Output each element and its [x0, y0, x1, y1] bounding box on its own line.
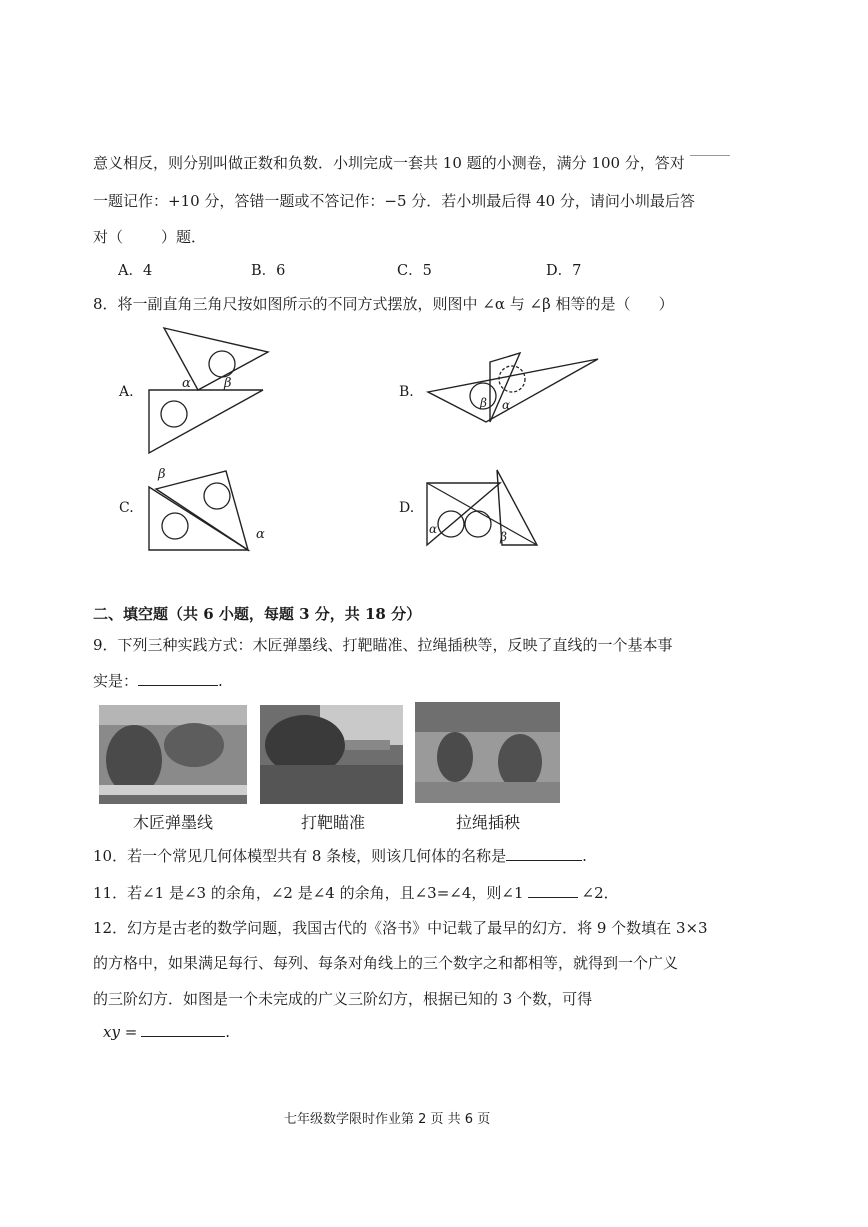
q7-option-a: A．4	[118, 263, 153, 279]
q11	[93, 882, 619, 903]
q8-stem	[93, 293, 674, 314]
figure-b-beta: β	[480, 396, 487, 410]
q7-line-3	[93, 226, 206, 247]
q12-line-2: 的方格中，如果满足每行、每列、每条对角线上的三个数字之和都相等，就得到一个广义	[93, 954, 679, 972]
q12-line-4-end: .	[225, 1023, 231, 1041]
q9-line-1: 9．下列三种实践方式：木匠弹墨线、打靶瞄准、拉绳插秧等，反映了直线的一个基本事	[93, 636, 673, 654]
q7-option-d: D．7	[546, 263, 582, 279]
q11-text: 11．若∠1 是∠3 的余角，∠2 是∠4 的余角，且∠3=∠4，则∠1	[93, 884, 524, 902]
q10	[93, 845, 587, 866]
figure-b-alpha: α	[502, 398, 511, 412]
photo-carpenter	[99, 705, 247, 804]
q7-line-3-end: ）题．	[161, 228, 207, 246]
q11-answer-blank	[528, 883, 578, 898]
q12-line-1: 12．幻方是古老的数学问题，我国古代的《洛书》中记载了最早的幻方．将 9 个数填在 3×3	[93, 919, 708, 937]
q8-stem-text: 8．将一副直角三角尺按如图所示的不同方式摆放，则图中 ∠α 与 ∠β 相等的是（	[93, 295, 631, 313]
q9-answer-blank	[138, 671, 218, 686]
section-2-title: 二、填空题（共 6 小题，每题 3 分，共 18 分）	[93, 605, 422, 623]
q10-end: .	[582, 847, 587, 865]
q7-line-3-start: 对（	[93, 228, 124, 246]
scan-mark	[690, 155, 730, 156]
figure-a-beta: β	[224, 376, 232, 391]
page-footer: 七年级数学限时作业第 2 页 共 6 页	[284, 1112, 491, 1127]
photo-target-aiming	[260, 705, 403, 804]
figure-d	[420, 465, 545, 550]
q7-line-1: 意义相反，则分别叫做正数和负数．小圳完成一套共 10 题的小测卷，满分 100 分，答对	[93, 154, 685, 172]
figure-c-label: C.	[119, 500, 134, 516]
q9-line-2	[93, 670, 223, 691]
q7-option-c: C．5	[397, 263, 432, 279]
figure-d-alpha: α	[429, 522, 438, 536]
figure-a	[140, 320, 275, 470]
q12-line-4	[103, 1022, 230, 1041]
q7-line-2: 一题记作：+10 分，答错一题或不答记作：−5 分．若小圳最后得 40 分，请问小圳最后答	[93, 192, 695, 210]
figure-d-beta: β	[500, 530, 507, 544]
q7-option-b: B．6	[251, 263, 286, 279]
q12-answer-blank	[141, 1022, 225, 1037]
figure-b-label: B.	[399, 384, 414, 400]
q9-line-2-start: 实是：	[93, 672, 139, 690]
caption-target-aiming: 打靶瞄准	[301, 813, 366, 832]
caption-carpenter: 木匠弹墨线	[133, 813, 214, 832]
q11-end: ∠2．	[581, 884, 619, 902]
q9-line-2-end: .	[218, 672, 223, 690]
figure-b	[420, 350, 605, 430]
q12-line-3: 的三阶幻方．如图是一个未完成的广义三阶幻方，根据已知的 3 个数，可得	[93, 990, 593, 1008]
q12-xy-label: xy =	[103, 1023, 138, 1041]
figure-c	[140, 462, 275, 557]
figure-a-label: A.	[119, 384, 134, 400]
q8-stem-end: ）	[658, 295, 674, 313]
figure-c-alpha: α	[256, 527, 265, 542]
figure-a-alpha: α	[182, 376, 191, 391]
figure-c-beta: β	[158, 467, 166, 482]
caption-rice-planting: 拉绳插秧	[456, 813, 521, 832]
photo-rice-planting	[415, 702, 560, 803]
q10-answer-blank	[506, 846, 582, 861]
figure-d-label: D.	[399, 500, 415, 516]
q10-text: 10．若一个常见几何体模型共有 8 条棱，则该几何体的名称是	[93, 847, 507, 865]
